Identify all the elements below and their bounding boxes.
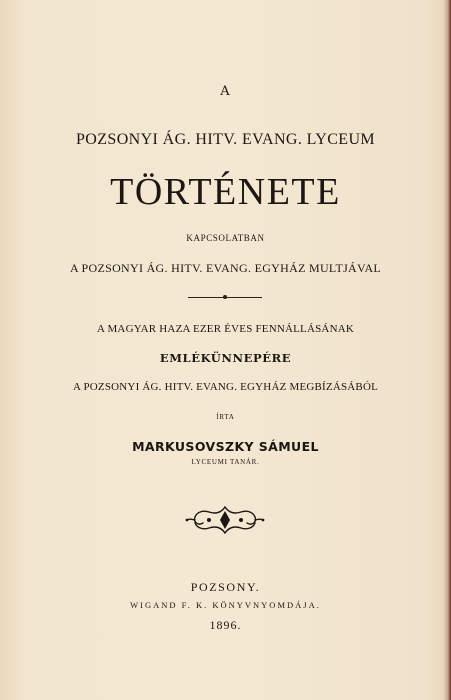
year-text: 1896. [209,618,242,632]
author-role: LYCEUMI TANÁR. [191,458,260,466]
place-text: POZSONY. [190,580,261,594]
article-text: A [220,84,231,99]
page-edge [443,0,451,700]
fleuron-ornament-icon [185,503,265,537]
divider-dot [223,295,227,299]
commission-text: A POZSONYI ÁG. HITV. EVANG. EGYHÁZ MEGBÍZÁSÁBÓL [72,381,379,393]
occasion-line-1: A MAGYAR HAZA EZER ÉVES FENNÁLLÁSÁNAK [96,323,355,335]
connector-text: KAPCSOLATBAN [186,233,265,243]
author-name: MARKUSOVSZKY SÁMUEL [132,439,319,454]
main-title: TÖRTÉNETE [110,171,341,213]
occasion-line-2: EMLÉKÜNNEPÉRE [159,351,292,365]
printer-text: WIGAND F. K. KÖNYVNYOMDÁJA. [130,600,321,610]
subtitle-text: A POZSONYI ÁG. HITV. EVANG. EGYHÁZ MULTJÁVAL [69,261,382,275]
institution-heading: POZSONYI ÁG. HITV. EVANG. LYCEUM [75,131,376,148]
by-label: ÍRTA [216,413,235,421]
